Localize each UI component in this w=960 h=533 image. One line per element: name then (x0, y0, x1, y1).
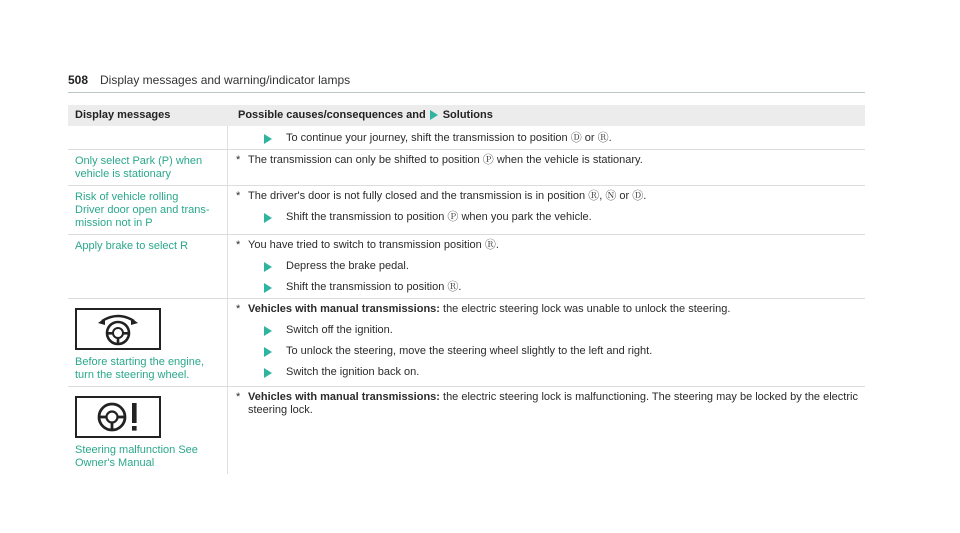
causes-solutions-cell (228, 299, 865, 386)
bullet-star-icon: * (236, 303, 241, 315)
display-message-cell (68, 299, 228, 386)
causes-solutions-cell (228, 126, 865, 149)
display-message-line: Driver door open and trans- (75, 204, 210, 216)
table-row (68, 150, 865, 186)
page-header (68, 70, 865, 93)
header-causes-label: Possible causes/consequences and (238, 109, 426, 121)
bold-label: Vehicles with manual transmissions: (248, 391, 440, 403)
display-message-line: Only select Park (P) when (75, 155, 203, 167)
messages-table (68, 105, 865, 474)
solution-step (234, 211, 859, 224)
header-solutions-label: Solutions (442, 109, 493, 121)
solution-arrow-icon (264, 262, 272, 272)
cause-item (234, 154, 859, 167)
step-text: To unlock the steering, move the steering wheel slightly to the left and right. (286, 345, 653, 357)
table-row (68, 299, 865, 387)
solution-step (234, 324, 859, 337)
table-row (68, 186, 865, 235)
solution-step (234, 345, 859, 358)
table-row (68, 126, 865, 150)
step-text: Shift the transmission to position Ⓟ when you park the vehicle. (286, 211, 592, 223)
causes-solutions-cell (228, 387, 865, 474)
display-message-line: vehicle is stationary (75, 168, 171, 180)
header-causes-solutions (228, 105, 865, 126)
solution-arrow-icon (264, 368, 272, 378)
step-text: the electric steering lock was unable to unlock the steering. (439, 303, 731, 315)
steering-wheel-turn-icon (75, 308, 161, 350)
display-message-cell (68, 150, 228, 185)
display-message-line: Apply brake to select R (75, 240, 189, 252)
step-text: Depress the brake pedal. (286, 260, 409, 272)
solution-arrow-icon (264, 213, 272, 223)
step-text: The transmission can only be shifted to position Ⓟ when the vehicle is stationary. (248, 154, 643, 166)
step-text: Switch off the ignition. (286, 324, 393, 336)
solution-arrow-icon (264, 326, 272, 336)
cause-item (234, 303, 859, 316)
display-message-cell (68, 387, 228, 474)
causes-solutions-cell (228, 186, 865, 234)
table-body (68, 126, 865, 474)
causes-solutions-cell (228, 235, 865, 298)
solution-arrow-icon (264, 134, 272, 144)
step-text: The driver's door is not fully closed and the transmission is in position Ⓡ, Ⓝ or Ⓓ. (248, 190, 647, 202)
solution-step (234, 132, 859, 145)
display-message-line: Before starting the engine, (75, 356, 205, 368)
cause-item (234, 391, 859, 417)
cause-item (234, 239, 859, 252)
step-text: You have tried to switch to transmission position Ⓡ. (248, 239, 499, 251)
display-message (75, 444, 223, 470)
bullet-star-icon: * (236, 391, 241, 403)
solution-step (234, 260, 859, 273)
step-text: Shift the transmission to position Ⓡ. (286, 281, 462, 293)
table-header (68, 105, 865, 126)
step-text: Switch the ignition back on. (286, 366, 420, 378)
bullet-star-icon: * (236, 154, 241, 166)
cause-item (234, 190, 859, 203)
display-message-cell (68, 235, 228, 298)
steering-malfunction-icon (75, 396, 161, 438)
table-row (68, 387, 865, 474)
display-message-line: Risk of vehicle rolling (75, 191, 179, 203)
display-message-line: Steering malfunction See (75, 444, 198, 456)
table-row (68, 235, 865, 299)
display-message (75, 155, 223, 181)
step-text: the electric steering lock is malfunctioning. The steering may be locked by the electric steering lock. (248, 391, 858, 416)
bold-label: Vehicles with manual transmissions: (248, 303, 440, 315)
display-message (75, 356, 223, 382)
header-display-messages: Display messages (75, 109, 171, 121)
page-title: Display messages and warning/indicator lamps (100, 73, 351, 87)
solution-arrow-icon (264, 347, 272, 357)
bullet-star-icon: * (236, 239, 241, 251)
solution-step (234, 281, 859, 294)
causes-solutions-cell (228, 150, 865, 185)
display-message-line: turn the steering wheel. (75, 369, 190, 381)
page-number: 508 (68, 73, 89, 87)
bullet-star-icon: * (236, 190, 241, 202)
solution-arrow-icon (264, 283, 272, 293)
display-message (75, 240, 223, 253)
display-message-cell (68, 186, 228, 234)
solution-step (234, 366, 859, 379)
display-message-line: mission not in P (75, 217, 153, 229)
solution-arrow-icon (430, 110, 438, 120)
display-message (75, 191, 223, 230)
display-message-line: Owner's Manual (75, 457, 155, 469)
step-text: To continue your journey, shift the transmission to position Ⓓ or Ⓡ. (286, 132, 612, 144)
display-message-cell (68, 126, 228, 149)
